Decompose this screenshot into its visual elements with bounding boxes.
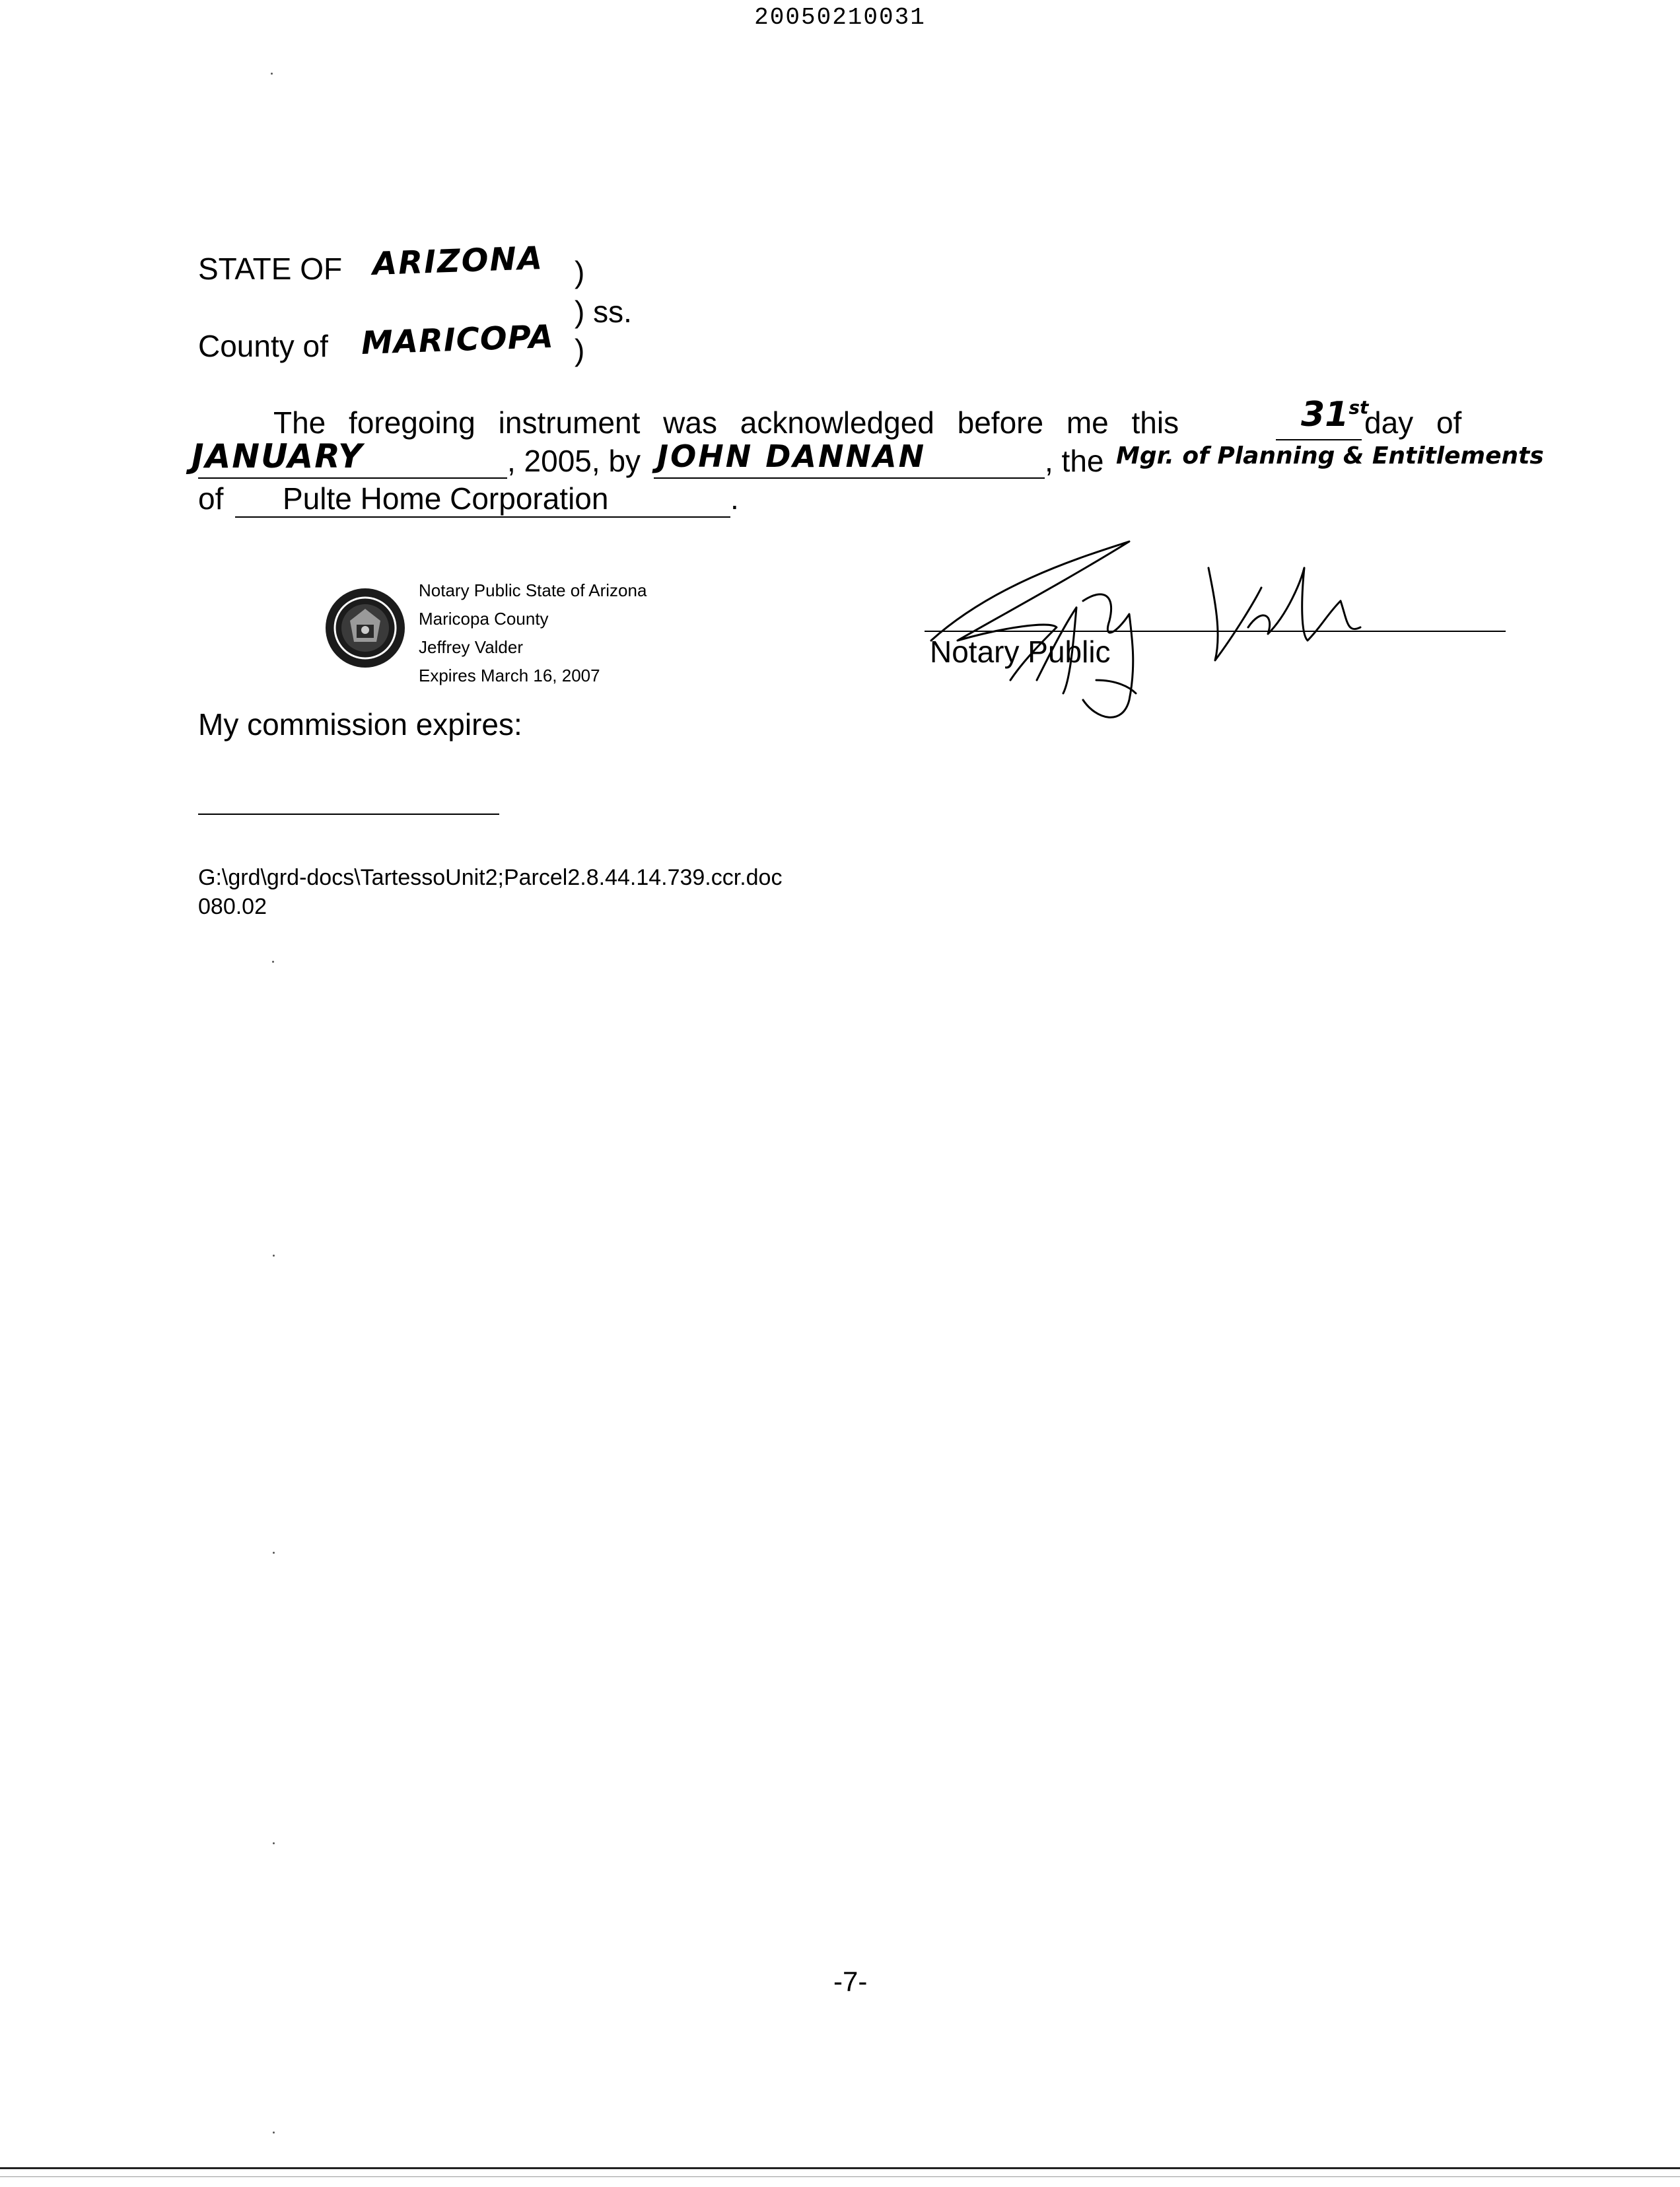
day-underline [1276, 439, 1362, 440]
scan-speck [271, 73, 273, 75]
scan-speck [272, 961, 274, 963]
title-value-handwritten: Mgr. of Planning & Entitlements [1116, 442, 1544, 469]
of-text: of [198, 481, 224, 516]
venue-paren-3: ) [575, 333, 585, 367]
notary-seal-text [419, 576, 647, 690]
ack-line1-end: day of [1364, 405, 1462, 440]
day-value-handwritten: 31st [1301, 395, 1369, 434]
company-value: Pulte Home Corporation [283, 481, 609, 516]
name-underline [654, 477, 1045, 479]
county-label: County of [198, 329, 328, 363]
scan-edge-line-faint [0, 2176, 1680, 2177]
document-number: 20050210031 [754, 4, 926, 31]
commission-underline [198, 814, 499, 815]
seal-line-2: Maricopa County [419, 609, 549, 629]
scan-speck [273, 1842, 275, 1844]
notary-signature [918, 528, 1393, 726]
notary-public-label: Notary Public [930, 635, 1111, 669]
seal-line-3: Jeffrey Valder [419, 637, 524, 657]
file-path: G:\grd\grd-docs\TartessoUnit2;Parcel2.8.44.14.739.ccr.doc [198, 865, 783, 890]
commission-label: My commission expires: [198, 707, 522, 742]
seal-line-4: Expires March 16, 2007 [419, 666, 600, 685]
company-period: . [730, 481, 739, 516]
venue-ss: ) ss. [575, 295, 632, 329]
scan-speck [273, 2132, 275, 2134]
scan-speck [273, 1552, 275, 1554]
month-underline [198, 477, 507, 479]
file-code: 080.02 [198, 894, 267, 919]
year-text: , 2005, by [507, 444, 641, 478]
county-value-handwritten: MARICOPA [361, 318, 555, 362]
state-label: STATE OF [198, 252, 343, 286]
page-number: -7- [833, 1966, 868, 1997]
company-underline [235, 516, 730, 518]
seal-line-1: Notary Public State of Arizona [419, 580, 647, 600]
state-value-handwritten: ARIZONA [372, 239, 544, 283]
scan-speck [273, 1255, 275, 1257]
month-value-handwritten: JANUARY [192, 437, 364, 475]
notary-seal-emblem [324, 586, 407, 670]
name-value-handwritten: JOHN DANNAN [657, 438, 927, 474]
scan-edge-line [0, 2167, 1680, 2169]
ack-line1-text: The foregoing instrument was acknowledged before me this [273, 405, 1179, 440]
venue-paren-1: ) [575, 255, 585, 289]
the-text: , the [1045, 444, 1104, 478]
